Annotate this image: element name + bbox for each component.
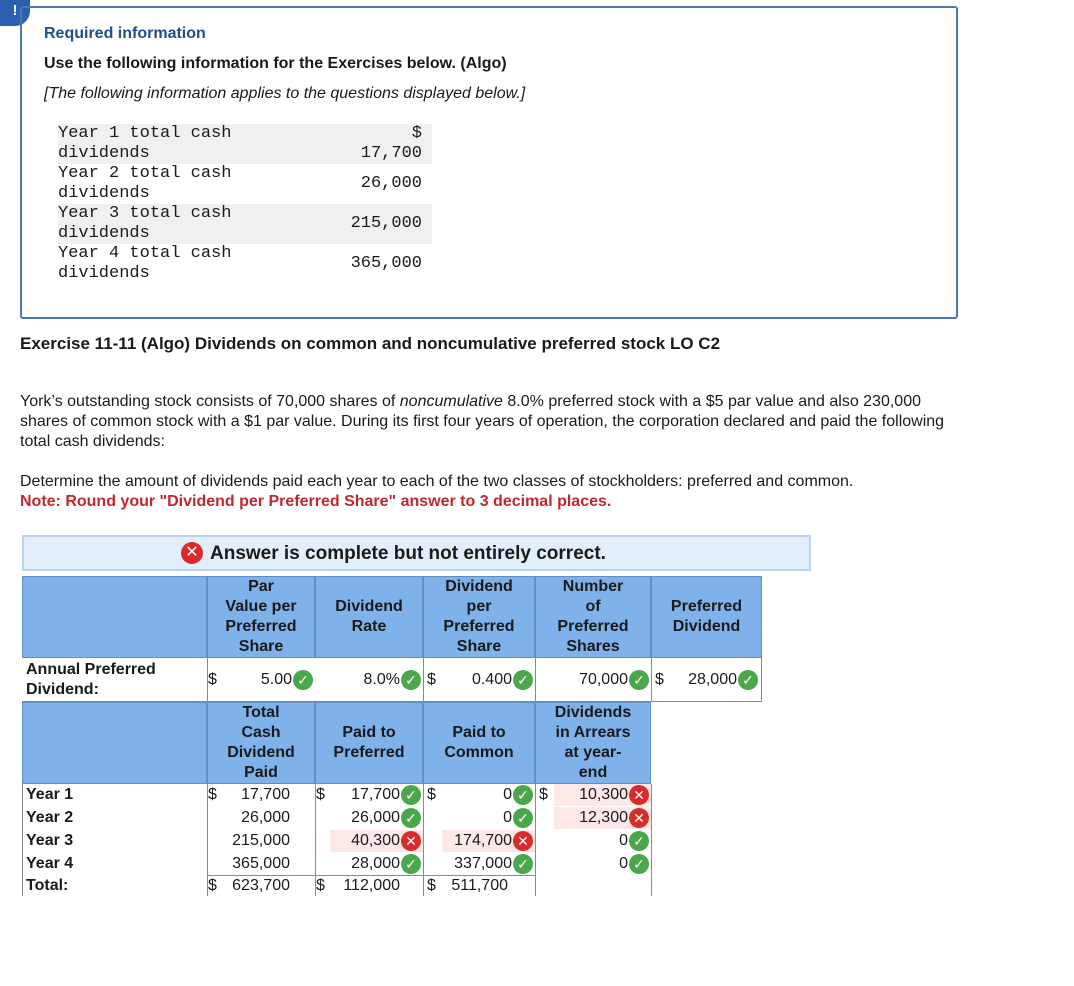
- row-label: Year 3 total cash: [58, 204, 232, 223]
- check-icon: ✓: [293, 670, 313, 690]
- input-value: 0: [503, 786, 512, 803]
- exercise-title: Exercise 11-11 (Algo) Dividends on common and noncumulative preferred stock LO C2: [20, 334, 721, 353]
- total-common-sum: 511,700: [451, 877, 508, 894]
- table-row: [58, 244, 432, 284]
- check-icon: ✓: [401, 785, 421, 805]
- dividend-per-share-input[interactable]: [442, 669, 535, 691]
- row-label: Year 1 total cash: [58, 124, 232, 143]
- year-label: Year 1: [26, 786, 74, 803]
- year-label: Year 3: [26, 832, 74, 849]
- header-text: Preferred: [225, 618, 297, 635]
- error-icon: ✕: [513, 831, 533, 851]
- paid-to-common-input[interactable]: [442, 807, 535, 829]
- currency-symbol: $: [427, 786, 436, 803]
- row-label: dividends: [58, 224, 150, 243]
- table-row: [58, 124, 432, 164]
- input-value: 70,000: [579, 671, 628, 688]
- row-label: dividends: [58, 144, 150, 163]
- error-icon: ✕: [629, 808, 649, 828]
- currency-symbol: $: [208, 786, 217, 803]
- header-text: Preferred: [557, 618, 629, 635]
- instructions-line: Use the following information for the Exercises below. (Algo): [44, 55, 507, 72]
- input-value: 0.400: [471, 671, 512, 688]
- header-text: Share: [456, 638, 502, 655]
- header-text: Preferred: [670, 598, 743, 615]
- header-text: Dividend: [672, 618, 741, 635]
- header-text: Number: [562, 578, 624, 595]
- header-text: Dividends: [554, 704, 632, 721]
- alert-icon: !: [0, 0, 30, 26]
- header-text: Rate: [351, 618, 387, 635]
- check-icon: ✓: [629, 854, 649, 874]
- exercise-instructions: [20, 472, 960, 512]
- check-icon: ✓: [401, 670, 421, 690]
- number-of-shares-input[interactable]: [535, 669, 651, 691]
- dividends-in-arrears-input[interactable]: [554, 784, 651, 806]
- dividends-in-arrears-input[interactable]: [554, 807, 651, 829]
- paid-to-common-input[interactable]: [442, 853, 535, 875]
- input-value: 174,700: [454, 832, 512, 849]
- required-info-title: Required information: [44, 25, 206, 42]
- header-text: Share: [238, 638, 284, 655]
- divider: [423, 658, 424, 702]
- error-icon: ✕: [401, 831, 421, 851]
- currency-symbol: $: [208, 671, 217, 688]
- row-label: dividends: [58, 184, 150, 203]
- input-value: 0: [503, 809, 512, 826]
- rounding-note: Note: Round your "Dividend per Preferred Share" answer to 3 decimal places.: [20, 493, 612, 510]
- year-label: Year 2: [26, 809, 74, 826]
- row-label: Annual Preferred: [26, 661, 156, 678]
- row-value: 215,000: [265, 204, 432, 244]
- header-paid-to-common: [423, 702, 535, 784]
- description-text: York’s outstanding stock consists of 70,000 shares of: [20, 393, 400, 410]
- total-cash-value: 17,700: [241, 786, 290, 803]
- divider: [423, 784, 424, 896]
- input-value: 26,000: [351, 809, 400, 826]
- header-text: Shares: [566, 638, 620, 655]
- check-icon: ✓: [738, 670, 758, 690]
- total-cash-sum: 623,700: [232, 877, 290, 894]
- header-preferred-dividend: [651, 576, 762, 658]
- header-text: Dividend: [335, 598, 403, 615]
- error-icon: ✕: [629, 785, 649, 805]
- preferred-dividend-input[interactable]: [670, 669, 760, 691]
- header-text: of: [585, 598, 601, 615]
- description-italic: noncumulative: [399, 393, 503, 410]
- header-text: Common: [444, 744, 514, 761]
- total-cash-value: 26,000: [241, 809, 290, 826]
- dividend-rate-input[interactable]: [315, 669, 423, 691]
- total-label: Total:: [26, 877, 69, 894]
- header-text: Par: [248, 578, 274, 595]
- header-paid-to-preferred: [315, 702, 423, 784]
- year-label: Year 4: [26, 855, 74, 872]
- currency-symbol: $: [427, 877, 436, 894]
- check-icon: ✓: [513, 808, 533, 828]
- input-value: 337,000: [454, 855, 512, 872]
- currency-symbol: $: [539, 786, 548, 803]
- input-value: 0: [619, 832, 628, 849]
- input-value: 8.0%: [363, 671, 400, 688]
- annual-preferred-label: [22, 660, 207, 700]
- check-icon: ✓: [629, 670, 649, 690]
- total-cash-value: 215,000: [232, 832, 290, 849]
- header-text: Total: [242, 704, 280, 721]
- input-value: 5.00: [260, 671, 292, 688]
- answer-status-text: Answer is complete but not entirely correct.: [210, 543, 606, 564]
- check-icon: ✓: [513, 854, 533, 874]
- header-dividend-per-share: [423, 576, 535, 658]
- header-number-of-shares: [535, 576, 651, 658]
- row-value: 365,000: [350, 254, 422, 273]
- table-row: [58, 164, 432, 204]
- dividends-in-arrears-input[interactable]: [554, 853, 651, 875]
- header-par-value: [207, 576, 315, 658]
- header-text: at year-: [564, 744, 622, 761]
- exercise-description: [20, 392, 960, 452]
- header-total-cash-dividend: [207, 702, 315, 784]
- header-text: per: [466, 598, 492, 615]
- header-blank: [22, 576, 207, 658]
- input-value: 40,300: [351, 832, 400, 849]
- header-text: Paid to: [342, 724, 396, 741]
- input-value: 10,300: [579, 786, 628, 803]
- divider: [535, 784, 536, 896]
- paid-to-common-input[interactable]: [442, 830, 535, 852]
- row-value: 26,000: [360, 174, 422, 193]
- paid-to-common-input[interactable]: [442, 784, 535, 806]
- header-text: Value per: [225, 598, 297, 615]
- dividends-table: [58, 124, 432, 284]
- currency-symbol: $: [411, 124, 422, 143]
- check-icon: ✓: [513, 785, 533, 805]
- currency-symbol: $: [208, 877, 217, 894]
- paid-to-preferred-input[interactable]: [330, 807, 423, 829]
- instruction-text: Determine the amount of dividends paid each year to each of the two classes of stockholders: preferred and common.: [20, 473, 854, 490]
- divider: [761, 658, 762, 702]
- header-text: Dividend: [445, 578, 513, 595]
- paid-to-preferred-input[interactable]: [330, 830, 423, 852]
- total-cash-value: 365,000: [232, 855, 290, 872]
- currency-symbol: $: [316, 877, 325, 894]
- header-text: in Arrears: [555, 724, 631, 741]
- header-text: Dividend: [227, 744, 295, 761]
- header-text: Paid: [244, 764, 278, 781]
- table-row: [58, 204, 432, 244]
- input-value: 28,000: [688, 671, 737, 688]
- currency-symbol: $: [655, 671, 664, 688]
- header-text: Cash: [241, 724, 281, 741]
- input-value: 17,700: [351, 786, 400, 803]
- row-label: dividends: [58, 264, 150, 283]
- row-label: Year 2 total cash: [58, 164, 232, 183]
- input-value: 28,000: [351, 855, 400, 872]
- header-dividend-rate: [315, 576, 423, 658]
- total-preferred-sum: 112,000: [343, 877, 400, 894]
- row-label: Dividend:: [26, 681, 99, 698]
- header-dividends-in-arrears: [535, 702, 651, 784]
- currency-symbol: $: [427, 671, 436, 688]
- header-text: Preferred: [333, 744, 405, 761]
- check-icon: ✓: [401, 808, 421, 828]
- divider: [651, 784, 652, 896]
- header-blank: [22, 702, 207, 784]
- dividends-in-arrears-input[interactable]: [554, 830, 651, 852]
- check-icon: ✓: [629, 831, 649, 851]
- error-icon: ✕: [181, 542, 203, 564]
- answer-grid: [22, 576, 762, 896]
- input-value: 12,300: [579, 809, 628, 826]
- paid-to-preferred-input[interactable]: [330, 853, 423, 875]
- header-text: end: [578, 764, 608, 781]
- description-text: 8.0% preferred stock with a $5 par value and also 230,000 shares of common stock with a $1 par value. During its first four years of operation, the corporation declared and paid the following total cash dividends:: [20, 393, 945, 450]
- input-value: 0: [619, 855, 628, 872]
- paid-to-preferred-input[interactable]: [330, 784, 423, 806]
- par-value-input[interactable]: [222, 669, 315, 691]
- currency-symbol: $: [316, 786, 325, 803]
- applies-line: [The following information applies to the questions displayed below.]: [44, 85, 526, 102]
- row-label: Year 4 total cash: [58, 244, 232, 263]
- check-icon: ✓: [513, 670, 533, 690]
- divider: [651, 658, 652, 702]
- check-icon: ✓: [401, 854, 421, 874]
- header-text: Preferred: [443, 618, 515, 635]
- header-text: Paid to: [452, 724, 506, 741]
- row-value: 17,700: [360, 144, 422, 163]
- answer-status-banner: [22, 535, 811, 571]
